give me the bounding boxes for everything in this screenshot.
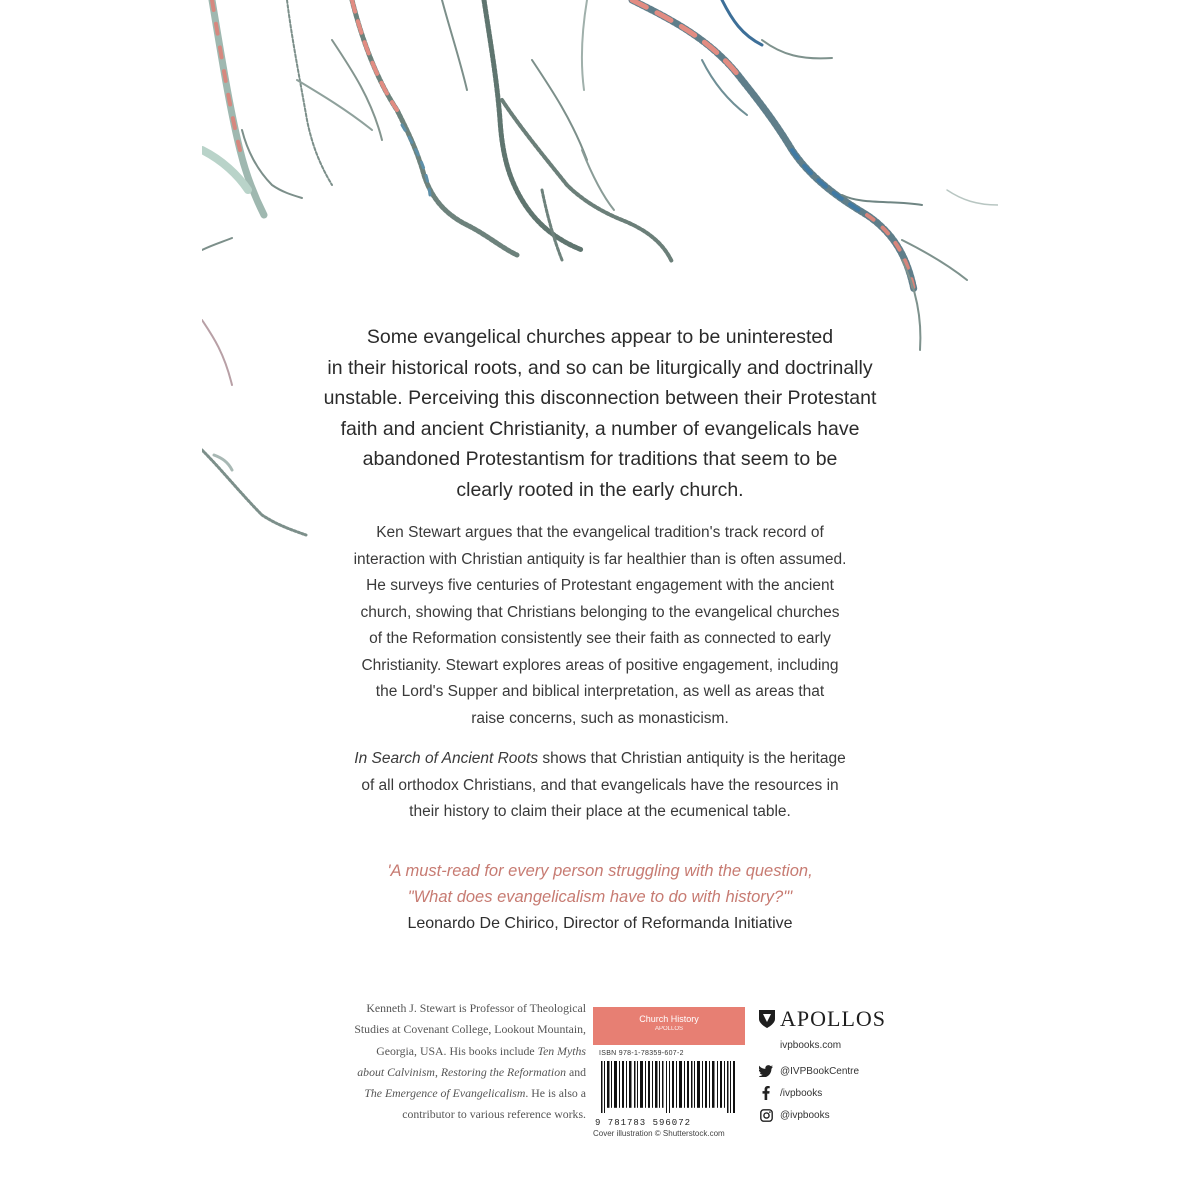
summary-line xyxy=(262,746,938,773)
twitter-link[interactable] xyxy=(758,1060,928,1082)
facebook-icon xyxy=(758,1085,774,1101)
bio-line xyxy=(298,1062,586,1083)
summary-paragraph xyxy=(262,746,938,826)
bio-line: Studies at Covenant College, Lookout Mountain, xyxy=(354,1022,586,1037)
quote-attribution: Leonardo De Chirico, Director of Reformanda Initiative xyxy=(407,915,793,932)
publisher-website[interactable]: ivpbooks.com xyxy=(780,1040,842,1051)
description-line: the Lord's Supper and biblical interpretation, as well as areas that xyxy=(375,683,825,700)
facebook-handle: /ivpbooks xyxy=(780,1087,823,1099)
description-line: Ken Stewart argues that the evangelical tradition's track record of xyxy=(376,524,824,541)
lead-line: Some evangelical churches appear to be uninterested xyxy=(366,326,834,348)
description-line: raise concerns, such as monasticism. xyxy=(471,709,729,727)
twitter-handle: @IVPBookCentre xyxy=(780,1065,860,1077)
publisher-logo[interactable] xyxy=(758,1006,928,1032)
description-paragraph xyxy=(262,520,938,732)
book-back-cover xyxy=(202,0,998,1200)
endorsement-quote xyxy=(262,858,938,910)
bio-line xyxy=(298,1083,586,1104)
barcode-digits: 9 781783 596072 xyxy=(595,1118,692,1128)
description-line: interaction with Christian antiquity is far healthier than is often assumed. xyxy=(353,550,847,568)
bio-line xyxy=(298,1041,586,1062)
summary-text: shows that Christian antiquity is the heritage xyxy=(538,750,846,767)
book-title-italic: In Search of Ancient Roots xyxy=(354,750,539,767)
bio-text: Georgia, USA. His books include xyxy=(376,1043,535,1058)
barcode-box xyxy=(593,1007,745,1127)
publisher-block xyxy=(758,1006,928,1126)
description-line: He surveys five centuries of Protestant engagement with the ancient xyxy=(366,577,834,594)
category-subtitle: APOLLOS xyxy=(654,1026,683,1032)
lead-line: faith and ancient Christianity, a number of evangelicals have xyxy=(340,417,860,440)
author-bio xyxy=(298,998,586,1126)
bio-book-title: The Emergence of Evangelicalism xyxy=(364,1086,526,1101)
instagram-icon xyxy=(758,1107,774,1123)
instagram-link[interactable] xyxy=(758,1104,928,1126)
publisher-name: APOLLOS xyxy=(780,1006,887,1031)
lead-line: abandoned Protestantism for traditions that seem to be xyxy=(362,448,838,470)
bio-separator: , xyxy=(434,1064,441,1079)
bio-book-title: Ten Myths xyxy=(537,1043,586,1058)
description-line: Christianity. Stewart explores areas of positive engagement, including xyxy=(361,656,839,674)
lead-line: unstable. Perceiving this disconnection between their Protestant xyxy=(323,387,877,409)
apollos-shield-icon xyxy=(758,1009,776,1029)
category-title: Church History xyxy=(639,1014,699,1024)
summary-line: of all orthodox Christians, and that evangelicals have the resources in xyxy=(361,776,839,794)
lead-paragraph xyxy=(242,322,958,505)
category-label xyxy=(593,1007,745,1045)
bio-book-title: Restoring the Reformation xyxy=(440,1064,567,1079)
barcode-image xyxy=(599,1061,739,1113)
summary-line: their history to claim their place at the ecumenical table. xyxy=(409,803,791,820)
lead-line: in their historical roots, and so can be liturgically and doctrinally xyxy=(327,356,873,379)
bio-book-title: about Calvinism xyxy=(357,1064,435,1079)
isbn-label: ISBN 978-1-78359-607-2 xyxy=(599,1050,684,1057)
bio-line: Kenneth J. Stewart is Professor of Theological xyxy=(366,1001,586,1015)
bio-line: contributor to various reference works. xyxy=(402,1107,586,1122)
bio-text: and xyxy=(566,1064,586,1079)
quote-line: "What does evangelicalism have to do with history?"' xyxy=(407,888,793,906)
facebook-link[interactable] xyxy=(758,1082,928,1104)
description-line: church, showing that Christians belonging to the evangelical churches xyxy=(360,603,840,621)
bio-text: . He is also a xyxy=(525,1086,586,1101)
twitter-icon xyxy=(758,1063,774,1079)
instagram-handle: @ivpbooks xyxy=(780,1109,830,1121)
description-line: of the Reformation consistently see their faith as connected to early xyxy=(369,630,831,647)
quote-line: 'A must-read for every person struggling with the question, xyxy=(387,862,813,880)
cover-credit: Cover illustration © Shutterstock.com xyxy=(593,1129,725,1138)
lead-line: clearly rooted in the early church. xyxy=(456,478,744,501)
